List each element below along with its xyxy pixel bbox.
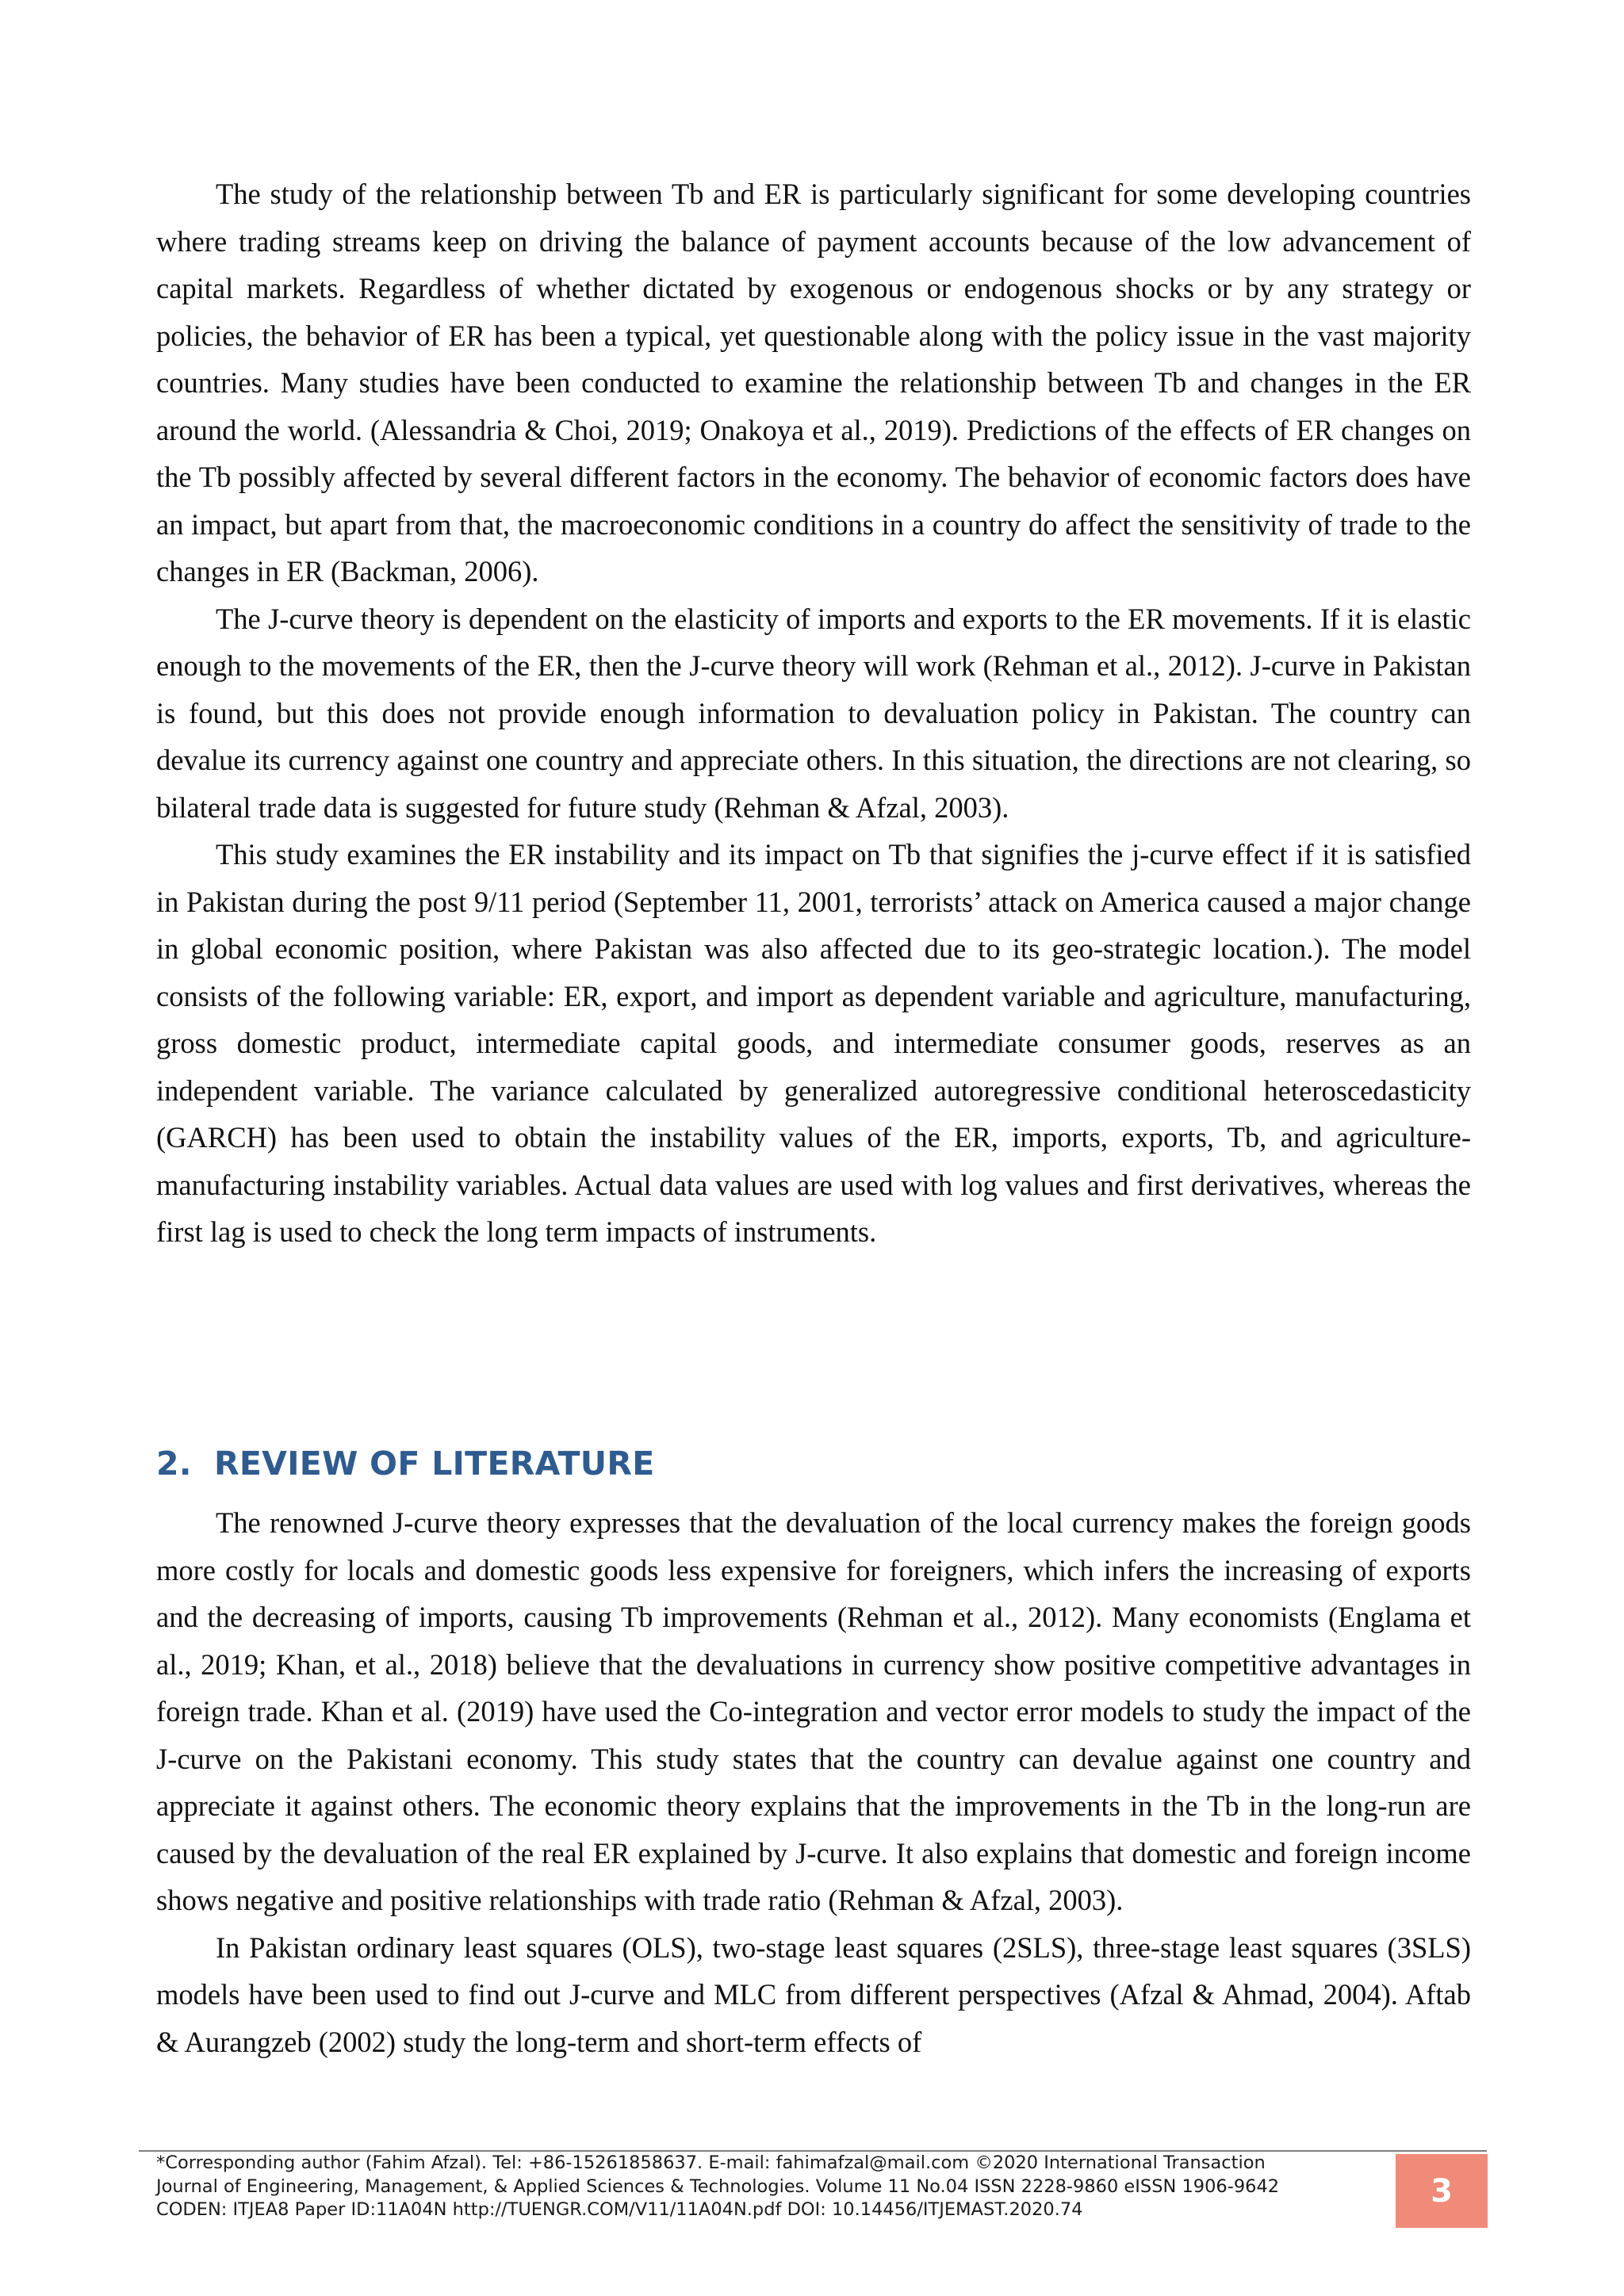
review-text-block	[156, 1499, 1471, 2065]
paragraph-tb-er-relationship: The study of the relationship between Tb and ER is particularly significant for some developing countries where trading streams keep on driving the balance of payment accounts because of the low advancement of capital markets. Regardless of whether dictated by exogenous or endogenous shocks or by any strategy or policies, the behavior of ER has been a typical, yet questionable along with the policy issue in the vast majority countries. Many studies have been conducted to examine the relationship between Tb and changes in the ER around the world. (Alessandria & Choi, 2019; Onakoya et al., 2019). Predictions of the effects of ER changes on the Tb possibly affected by several different factors in the economy. The behavior of economic factors does have an impact, but apart from that, the macroeconomic conditions in a country do affect the sensitivity of trade to the changes in ER (Backman, 2006).	[156, 178, 1471, 587]
page-number: 3	[1431, 2172, 1453, 2210]
intro-text-block	[156, 170, 1471, 1256]
section-number: 2.	[156, 1445, 192, 1483]
page-number-badge	[1396, 2154, 1488, 2228]
section-heading	[156, 1445, 655, 1483]
paragraph-renowned-j-curve: The renowned J-curve theory expresses that the devaluation of the local currency makes the foreign goods more costly for locals and domestic goods less expensive for foreigners, which infers the increasing of exports and the decreasing of imports, causing Tb improvements (Rehman et al., 2012). Many economists (Englama et al., 2019; Khan, et al., 2018) believe that the devaluations in currency show positive competitive advantages in foreign trade. Khan et al. (2019) have used the Co-integration and vector error models to study the impact of the J-curve on the Pakistani economy. This study states that the country can devalue against one country and appreciate it against others. The economic theory explains that the improvements in the Tb in the long-run are caused by the devaluation of the real ER explained by J-curve. It also explains that domestic and foreign income shows negative and positive relationships with trade ratio (Rehman & Afzal, 2003).	[156, 1506, 1471, 1916]
footer-line-coden: CODEN: ITJEA8 Paper ID:11A04N http://TUENGR.COM/V11/11A04N.pdf DOI: 10.14456/ITJEMAST.2020.74	[156, 2199, 1083, 2220]
footer-line-author: *Corresponding author (Fahim Afzal). Tel: +86-15261858637. E-mail: fahimafzal@mail.com ©2020 International Transaction	[156, 2152, 1266, 2173]
paragraph-pakistan-models: In Pakistan ordinary least squares (OLS), two-stage least squares (2SLS), three-stage least squares (3SLS) models have been used to find out J-curve and MLC from different perspectives (Afzal & Ahmad, 2004). Aftab & Aurangzeb (2002) study the long-term and short-term effects of	[156, 1931, 1471, 2058]
footer-citation	[156, 2152, 1385, 2222]
paragraph-study-scope: This study examines the ER instability and its impact on Tb that signifies the j-curve effect if it is satisfied in Pakistan during the post 9/11 period (September 11, 2001, terrorists’ attack on America caused a major change in global economic position, where Pakistan was also affected due to its geo-strategic location.). The model consists of the following variable: ER, export, and import as dependent variable and agriculture, manufacturing, gross domestic product, intermediate capital goods, and intermediate consumer goods, reserves as an independent variable. The variance calculated by generalized autoregressive conditional heteroscedasticity (GARCH) has been used to obtain the instability values of the ER, imports, exports, Tb, and agriculture-manufacturing instability variables. Actual data values are used with log values and first derivatives, whereas the first lag is used to check the long term impacts of instruments.	[156, 838, 1471, 1248]
footer-line-journal: Journal of Engineering, Management, & Applied Sciences & Technologies. Volume 11 No.04 ISSN 2228-9860 eISSN 1906-9642	[156, 2175, 1280, 2197]
paragraph-j-curve-theory: The J-curve theory is dependent on the elasticity of imports and exports to the ER movements. If it is elastic enough to the movements of the ER, then the J-curve theory will work (Rehman et al., 2012). J-curve in Pakistan is found, but this does not provide enough information to devaluation policy in Pakistan. The country can devalue its currency against one country and appreciate others. In this situation, the directions are not clearing, so bilateral trade data is suggested for future study (Rehman & Afzal, 2003).	[156, 602, 1471, 824]
section-title: REVIEW OF LITERATURE	[214, 1445, 655, 1483]
